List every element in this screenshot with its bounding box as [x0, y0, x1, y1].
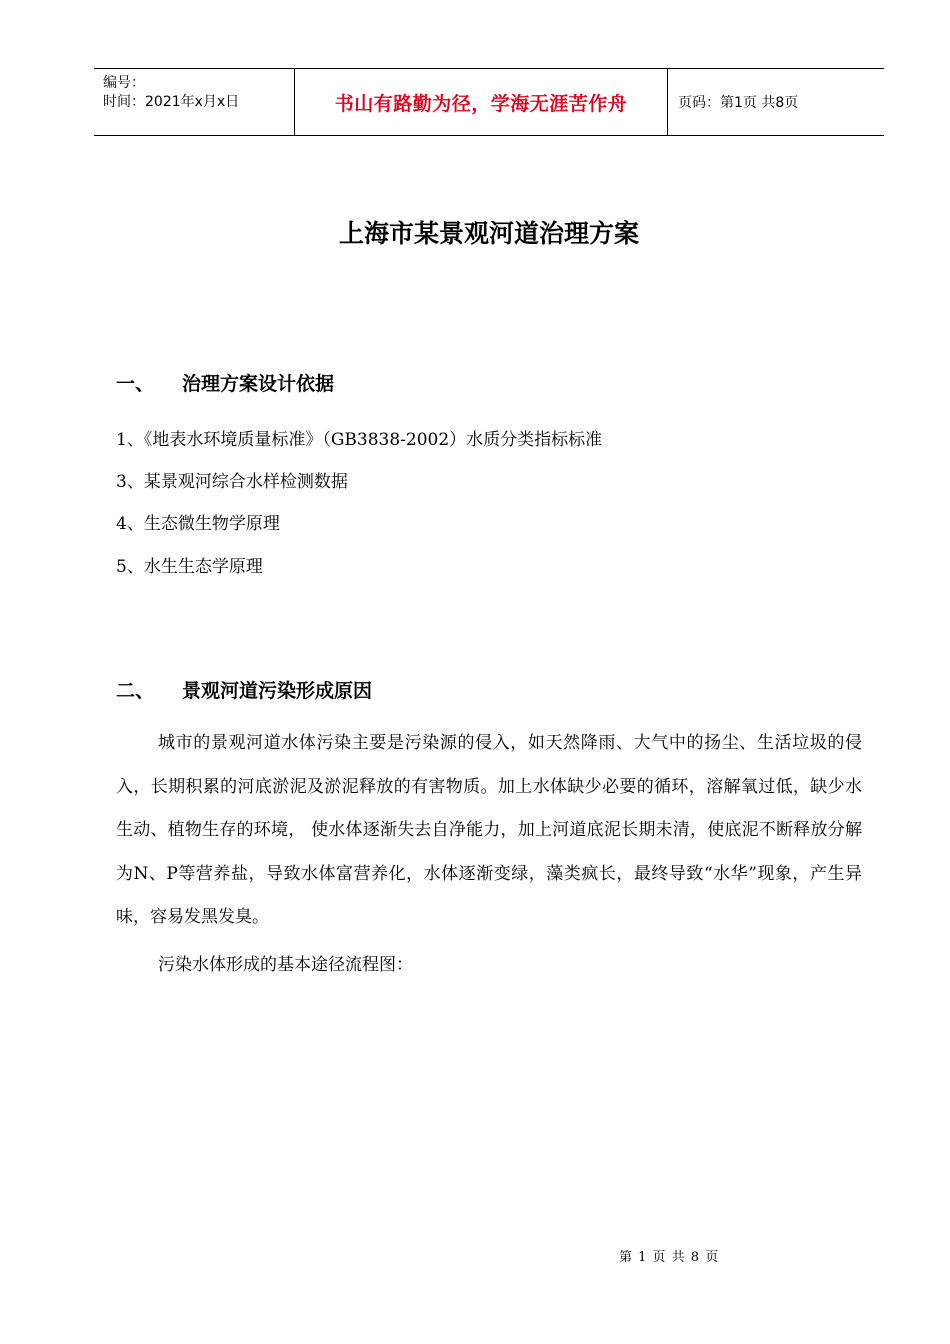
section-number: 二、: [116, 680, 155, 702]
document-date-label: 时间：2021年x月x日: [103, 94, 240, 110]
section-heading-1: [116, 369, 334, 396]
document-number-label: 编号：: [103, 75, 145, 91]
header-page-info: 页码：第1页 共8页: [678, 95, 799, 111]
header-page-cell: [668, 69, 884, 135]
section-title: 景观河道污染形成原因: [182, 680, 373, 702]
flowchart-caption: 污染水体形成的基本途径流程图：: [158, 955, 413, 975]
list-item: 5、水生生态学原理: [116, 557, 263, 577]
header-motto: 书山有路勤为径，学海无涯苦作舟: [334, 92, 628, 115]
document-title: 上海市某景观河道治理方案: [338, 219, 639, 248]
body-paragraph: 城市的景观河道水体污染主要是污染源的侵入，如天然降雨、大气中的扬尘、生活垃圾的侵入，长期积累的河底淤泥及淤泥释放的有害物质。加上水体缺少必要的循环，溶解氧过低，缺少水生动、植物生存的环境， 使水体逐渐失去自净能力，加上河道底泥长期未清，使底泥不断释放分解为N、P等营养盐，导致水体富营养化，水体逐渐变绿，藻类疯长，最终导致“水华”现象，产生异味，容易发黑发臭。: [116, 733, 862, 927]
section-heading-2: [116, 676, 372, 703]
section-number: 一、: [116, 373, 155, 395]
list-item: 3、某景观河综合水样检测数据: [116, 472, 348, 492]
header-table: [94, 68, 884, 136]
header-motto-cell: [295, 69, 668, 135]
header-meta-cell: [94, 69, 295, 135]
section-title: 治理方案设计依据: [182, 373, 335, 395]
page-footer: 第 1 页 共 8 页: [619, 1250, 720, 1265]
list-item: 4、生态微生物学原理: [116, 514, 280, 534]
list-item: 1、《地表水环境质量标准》（GB3838-2002）水质分类指标标准: [116, 430, 603, 450]
